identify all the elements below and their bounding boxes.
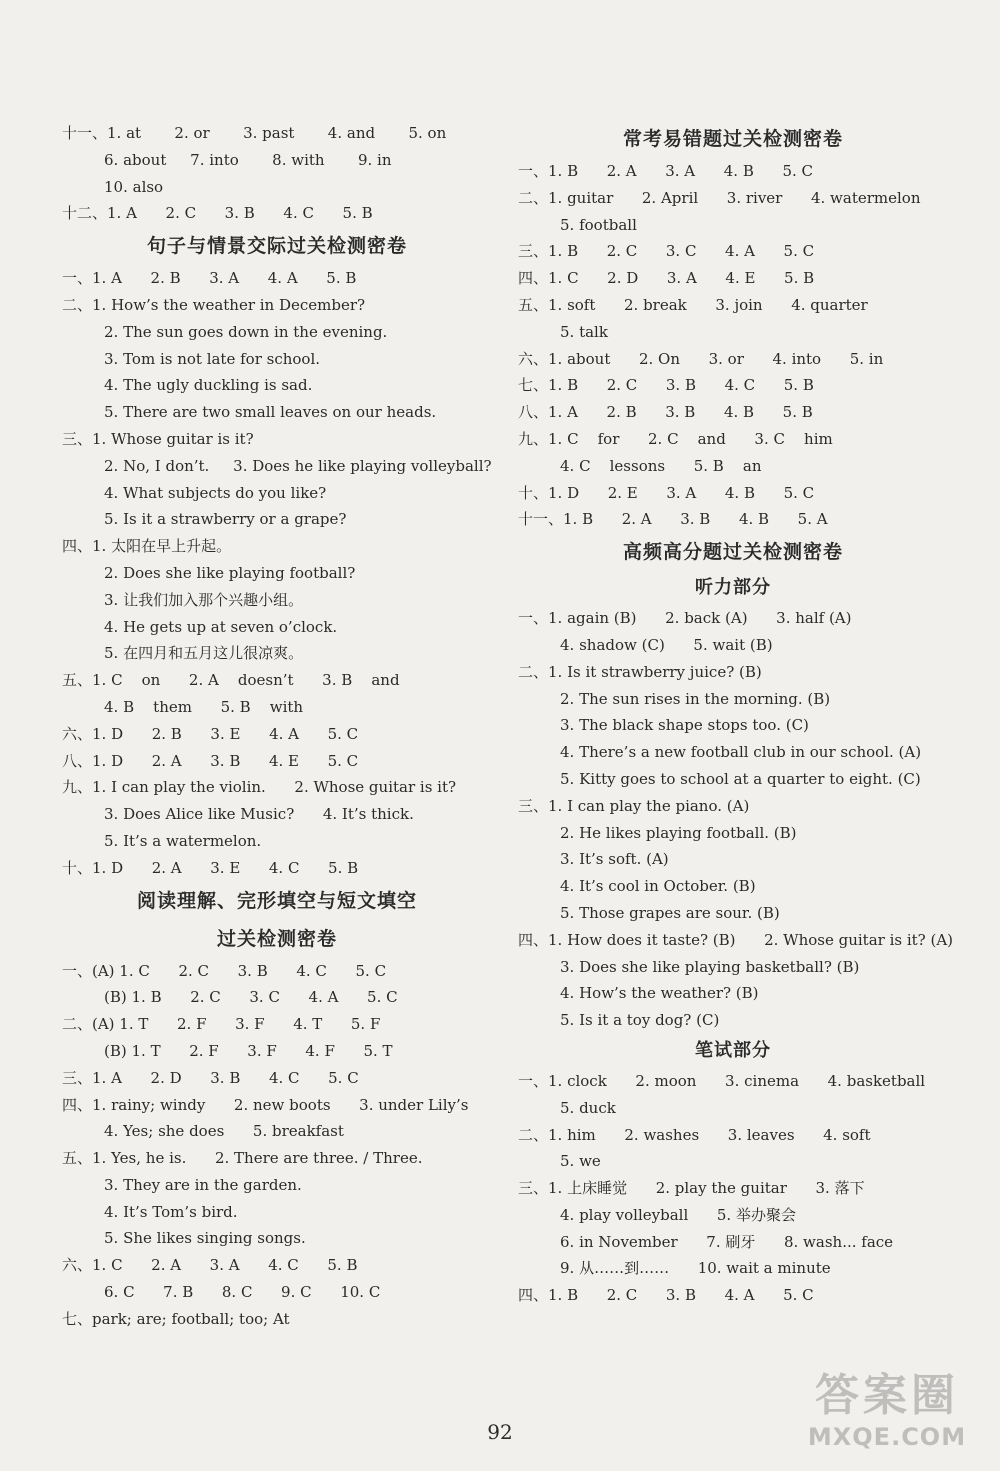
answer-line: 五、1. Yes, he is. 2. There are three. / Three. [62,1149,423,1168]
answer-line: 八、1. D 2. A 3. B 4. E 5. C [62,751,359,770]
answer-line: 四、1. rainy; windy 2. new boots 3. under Lily’s [62,1095,469,1114]
answer-line: 10. also [104,177,164,196]
answer-line: 一、1. A 2. B 3. A 4. A 5. B [62,269,357,288]
answer-line: 八、1. A 2. B 3. B 4. B 5. B [518,403,813,422]
answer-line: 七、park; are; football; too; At [62,1309,290,1328]
answer-line: 一、1. again (B) 2. back (A) 3. half (A) [518,609,852,628]
answer-line: 5. we [560,1152,601,1171]
answer-line: 四、1. B 2. C 3. B 4. A 5. C [518,1286,814,1305]
page-number: 92 [487,1420,513,1444]
answer-line: 4. It’s cool in October. (B) [560,877,756,896]
answer-line: 九、1. I can play the violin. 2. Whose guitar is it? [62,778,457,797]
answer-line: 3. Tom is not late for school. [104,349,321,368]
answer-line: 三、1. 上床睡觉 2. play the guitar 3. 落下 [518,1179,865,1198]
answer-line: 十二、1. A 2. C 3. B 4. C 5. B [62,204,373,223]
section-title: 常考易错题过关检测密卷 [622,128,843,150]
answer-line: 4. play volleyball 5. 举办聚会 [560,1205,796,1224]
answer-line: 二、1. Is it strawberry juice? (B) [518,662,762,681]
answer-line: (B) 1. T 2. F 3. F 4. F 5. T [104,1041,393,1060]
section-subtitle: 笔试部分 [695,1039,771,1061]
answer-line: 一、1. clock 2. moon 3. cinema 4. basketball [518,1071,926,1090]
answer-line: 4. C lessons 5. B an [560,456,762,475]
answer-line: 七、1. B 2. C 3. B 4. C 5. B [518,376,814,395]
answer-line: 5. She likes singing songs. [104,1229,306,1248]
answer-line: 三、1. B 2. C 3. C 4. A 5. C [518,242,815,261]
answer-line: 五、1. soft 2. break 3. join 4. quarter [518,295,868,314]
answer-line: 2. He likes playing football. (B) [560,823,797,842]
section-title: 高频高分题过关检测密卷 [622,541,843,564]
answer-line: 6. about 7. into 8. with 9. in [104,150,392,169]
answer-line: 十一、1. at 2. or 3. past 4. and 5. on [62,124,447,142]
answer-line: 3. The black shape stops too. (C) [560,716,809,735]
answer-line: 四、1. C 2. D 3. A 4. E 5. B [518,269,815,288]
answer-line: 2. The sun rises in the morning. (B) [560,689,831,708]
section-subtitle: 听力部分 [695,577,771,599]
answer-line: 4. How’s the weather? (B) [560,984,759,1003]
right-column [518,120,954,1309]
answer-line: 4. There’s a new football club in our school. (A) [560,743,922,762]
answer-line: 5. 在四月和五月这儿很凉爽。 [104,644,304,663]
section-title: 句子与情景交际过关检测密卷 [146,235,407,258]
answer-line: 4. What subjects do you like? [104,483,327,502]
answer-line: 3. It’s soft. (A) [560,850,669,869]
answer-line: 三、1. A 2. D 3. B 4. C 5. C [62,1068,359,1087]
answer-line: 6. in November 7. 刷牙 8. wash... face [560,1232,894,1251]
answer-line: 二、(A) 1. T 2. F 3. F 4. T 5. F [62,1015,381,1034]
answer-line: 二、1. him 2. washes 3. leaves 4. soft [518,1125,871,1144]
answer-line: 5. Is it a toy dog? (C) [560,1011,720,1030]
answer-line: 5. Is it a strawberry or a grape? [104,510,347,529]
answer-line: 十、1. D 2. E 3. A 4. B 5. C [518,483,815,502]
answer-line: 六、1. about 2. On 3. or 4. into 5. in [518,349,884,368]
answer-line: 5. It’s a watermelon. [104,831,262,850]
watermark-text: 答案圈 [815,1370,959,1421]
answer-line: 4. It’s Tom’s bird. [104,1202,238,1221]
answer-line: 3. Does she like playing basketball? (B) [560,957,860,976]
answer-line: 九、1. C for 2. C and 3. C him [518,429,833,448]
answer-line: 3. Does Alice like Music? 4. It’s thick. [104,805,414,824]
answer-line: 6. C 7. B 8. C 9. C 10. C [104,1283,381,1302]
answer-line: 4. shadow (C) 5. wait (B) [560,635,773,654]
answer-line: 五、1. C on 2. A doesn’t 3. B and [62,671,400,690]
answer-line: 一、1. B 2. A 3. A 4. B 5. C [518,162,814,180]
answer-line: 4. B them 5. B with [104,697,304,716]
answer-line: 5. There are two small leaves on our heads. [104,403,437,422]
answer-line: 三、1. Whose guitar is it? [62,429,254,448]
section-title: 过关检测密卷 [216,927,337,950]
answer-line: 4. The ugly duckling is sad. [104,376,313,395]
answer-line: 六、1. D 2. B 3. E 4. A 5. C [62,724,359,743]
answer-line: 5. talk [560,322,608,341]
answer-line: 十一、1. B 2. A 3. B 4. B 5. A [518,510,828,529]
answer-line: 二、1. guitar 2. April 3. river 4. watermelon [518,188,921,207]
answer-line: 三、1. I can play the piano. (A) [518,796,750,815]
answer-line: 5. duck [560,1098,616,1117]
answer-line: 4. He gets up at seven o’clock. [104,617,338,636]
answer-line: 9. 从……到…… 10. wait a minute [560,1259,831,1278]
answer-line: 4. Yes; she does 5. breakfast [104,1122,344,1141]
left-column [62,120,492,1333]
answer-line: 二、1. How’s the weather in December? [62,295,366,314]
section-title: 阅读理解、完形填空与短文填空 [136,889,417,912]
answer-line: 六、1. C 2. A 3. A 4. C 5. B [62,1256,358,1275]
watermark-logo [792,1369,982,1459]
answer-line: 四、1. 太阳在早上升起。 [62,537,232,556]
answer-line: 5. football [560,215,637,234]
answer-line: 2. No, I don’t. 3. Does he like playing volleyball? [104,456,492,475]
watermark-url: MXQE.COM [807,1423,967,1451]
answer-line: 一、(A) 1. C 2. C 3. B 4. C 5. C [62,961,387,980]
answer-line: 2. Does she like playing football? [104,563,356,582]
answer-line: 2. The sun goes down in the evening. [104,322,388,341]
answer-line: 3. They are in the garden. [104,1175,302,1194]
answer-line: (B) 1. B 2. C 3. C 4. A 5. C [104,988,398,1007]
answer-line: 5. Those grapes are sour. (B) [560,903,780,922]
answer-line: 5. Kitty goes to school at a quarter to eight. (C) [560,769,921,788]
answer-line: 四、1. How does it taste? (B) 2. Whose guitar is it? (A) [518,930,954,949]
answer-line: 3. 让我们加入那个兴趣小组。 [104,590,304,609]
answer-line: 十、1. D 2. A 3. E 4. C 5. B [62,858,359,877]
